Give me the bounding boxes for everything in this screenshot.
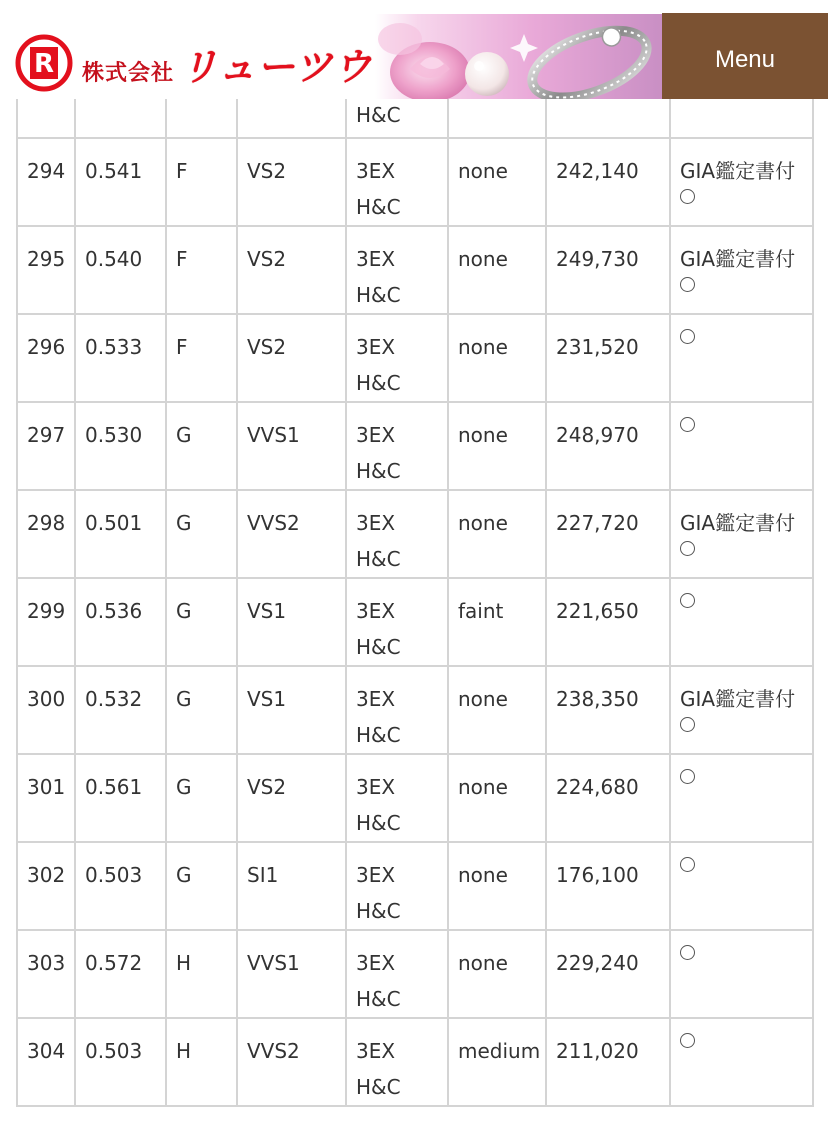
table-row-300 xyxy=(17,666,813,754)
cell-price xyxy=(546,930,670,1018)
clarity-grade: VVS2 xyxy=(247,511,300,535)
table-row-302 xyxy=(17,842,813,930)
cell-no xyxy=(17,138,75,226)
cell-no xyxy=(17,490,75,578)
cell-remark xyxy=(670,490,813,578)
availability-circle-icon xyxy=(680,277,804,292)
diamond-table-container xyxy=(16,57,812,1107)
cut-line2: H&C xyxy=(356,635,401,659)
cell-clarity xyxy=(237,842,346,930)
fluorescence-value: none xyxy=(458,775,508,799)
cell-cut xyxy=(346,138,448,226)
availability-circle-icon xyxy=(680,189,804,204)
cell-remark xyxy=(670,402,813,490)
fluorescence-value: none xyxy=(458,159,508,183)
clarity-grade: VVS1 xyxy=(247,951,300,975)
cell-fluorescence xyxy=(448,754,546,842)
cell-fluorescence xyxy=(448,138,546,226)
fluorescence-value: none xyxy=(458,951,508,975)
cell-cut xyxy=(346,754,448,842)
menu-button[interactable] xyxy=(662,13,828,99)
jewelry-banner-icon xyxy=(375,14,662,99)
cell-clarity xyxy=(237,226,346,314)
table-row-303 xyxy=(17,930,813,1018)
cut-line2: H&C xyxy=(356,371,401,395)
cell-carat xyxy=(75,402,166,490)
fluorescence-value: faint xyxy=(458,599,504,623)
clarity-grade: VS2 xyxy=(247,247,287,271)
cut-line1: 3EX xyxy=(356,423,396,447)
table-row-297 xyxy=(17,402,813,490)
stock-number: 295 xyxy=(27,247,66,271)
color-grade: G xyxy=(176,511,192,535)
price-value: 211,020 xyxy=(556,1039,639,1063)
fluorescence-value: medium xyxy=(458,1039,541,1063)
cell-color xyxy=(166,842,237,930)
clarity-grade: VS2 xyxy=(247,335,287,359)
carat-value: 0.503 xyxy=(85,863,143,887)
cut-line2: H&C xyxy=(356,459,401,483)
cell-cut xyxy=(346,402,448,490)
cell-fluorescence xyxy=(448,930,546,1018)
logo-mark-letter: R xyxy=(33,49,55,79)
clarity-grade: SI1 xyxy=(247,863,279,887)
availability-circle-icon xyxy=(680,857,804,872)
cell-cut xyxy=(346,930,448,1018)
fluorescence-value: none xyxy=(458,423,508,447)
circle-icon xyxy=(680,329,695,344)
stock-number: 297 xyxy=(27,423,66,447)
clarity-grade: VS2 xyxy=(247,775,287,799)
clarity-grade: VVS1 xyxy=(247,423,300,447)
cell-remark xyxy=(670,754,813,842)
carat-value: 0.503 xyxy=(85,1039,143,1063)
availability-circle-icon xyxy=(680,541,804,556)
price-value: 224,680 xyxy=(556,775,639,799)
carat-value: 0.572 xyxy=(85,951,143,975)
cell-cut xyxy=(346,314,448,402)
fluorescence-value: none xyxy=(458,687,508,711)
cell-price xyxy=(546,754,670,842)
cell-cut xyxy=(346,578,448,666)
cut-line1: 3EX xyxy=(356,335,396,359)
cell-remark xyxy=(670,666,813,754)
cell-color xyxy=(166,930,237,1018)
cell-fluorescence xyxy=(448,842,546,930)
cell-no xyxy=(17,314,75,402)
cell-color xyxy=(166,138,237,226)
cut-line1: 3EX xyxy=(356,159,396,183)
price-value: 221,650 xyxy=(556,599,639,623)
cut-line2: H&C xyxy=(356,987,401,1011)
fluorescence-value: none xyxy=(458,863,508,887)
clarity-grade: VS2 xyxy=(247,159,287,183)
table-row-296 xyxy=(17,314,813,402)
availability-circle-icon xyxy=(680,769,804,784)
price-value: 176,100 xyxy=(556,863,639,887)
cell-clarity xyxy=(237,930,346,1018)
cell-remark xyxy=(670,314,813,402)
circle-icon xyxy=(680,593,695,608)
cut-line2: H&C xyxy=(356,547,401,571)
logo-text xyxy=(82,36,372,91)
remark-text: GIA鑑定書付 xyxy=(680,687,796,711)
circle-icon xyxy=(680,541,695,556)
color-grade: G xyxy=(176,687,192,711)
cell-color xyxy=(166,226,237,314)
cell-cut xyxy=(346,1018,448,1106)
clarity-grade: VVS2 xyxy=(247,1039,300,1063)
availability-circle-icon xyxy=(680,329,804,344)
cell-no xyxy=(17,754,75,842)
color-grade: H xyxy=(176,951,192,975)
color-grade: G xyxy=(176,863,192,887)
cell-price xyxy=(546,666,670,754)
cell-remark xyxy=(670,930,813,1018)
table-row-301 xyxy=(17,754,813,842)
cell-color xyxy=(166,314,237,402)
circle-icon xyxy=(680,769,695,784)
cell-clarity xyxy=(237,578,346,666)
circle-icon xyxy=(680,277,695,292)
availability-circle-icon xyxy=(680,593,804,608)
cell-no xyxy=(17,666,75,754)
circle-icon xyxy=(680,417,695,432)
circle-icon xyxy=(680,1033,695,1048)
remark-text: GIA鑑定書付 xyxy=(680,511,796,535)
circle-icon xyxy=(680,717,695,732)
cell-color xyxy=(166,666,237,754)
diamond-table xyxy=(16,57,814,1107)
site-header xyxy=(0,0,828,99)
table-body xyxy=(17,58,813,1106)
cell-color xyxy=(166,754,237,842)
cut-line2: H&C xyxy=(356,283,401,307)
cell-remark xyxy=(670,578,813,666)
carat-value: 0.561 xyxy=(85,775,143,799)
price-value: 248,970 xyxy=(556,423,639,447)
carat-value: 0.530 xyxy=(85,423,143,447)
cell-carat xyxy=(75,666,166,754)
cell-color xyxy=(166,402,237,490)
carat-value: 0.536 xyxy=(85,599,143,623)
cell-price xyxy=(546,226,670,314)
table-row-304 xyxy=(17,1018,813,1106)
stock-number: 304 xyxy=(27,1039,66,1063)
cell-price xyxy=(546,578,670,666)
r-logo-icon xyxy=(14,33,74,93)
cell-clarity xyxy=(237,314,346,402)
carat-value: 0.501 xyxy=(85,511,143,535)
stock-number: 296 xyxy=(27,335,66,359)
menu-button-label: Menu xyxy=(714,46,776,73)
cut-line1: 3EX xyxy=(356,247,396,271)
cell-price xyxy=(546,1018,670,1106)
cell-fluorescence xyxy=(448,314,546,402)
price-value: 249,730 xyxy=(556,247,639,271)
clarity-grade: VS1 xyxy=(247,599,287,623)
availability-circle-icon xyxy=(680,417,804,432)
cell-no xyxy=(17,930,75,1018)
cut-line1: 3EX xyxy=(356,1039,396,1063)
price-value: 229,240 xyxy=(556,951,639,975)
cell-fluorescence xyxy=(448,402,546,490)
stock-number: 302 xyxy=(27,863,66,887)
remark-text: GIA鑑定書付 xyxy=(680,159,796,183)
cut-line2: H&C xyxy=(356,723,401,747)
availability-circle-icon xyxy=(680,945,804,960)
fluorescence-value: none xyxy=(458,247,508,271)
cell-clarity xyxy=(237,666,346,754)
stock-number: 298 xyxy=(27,511,66,535)
color-grade: G xyxy=(176,423,192,447)
cell-carat xyxy=(75,578,166,666)
table-row-299 xyxy=(17,578,813,666)
carat-value: 0.541 xyxy=(85,159,143,183)
remark-text: GIA鑑定書付 xyxy=(680,247,796,271)
cell-cut xyxy=(346,490,448,578)
availability-circle-icon xyxy=(680,1033,804,1048)
cell-carat xyxy=(75,138,166,226)
cell-cut xyxy=(346,666,448,754)
cut-line1: 3EX xyxy=(356,863,396,887)
cell-remark xyxy=(670,138,813,226)
stock-number: 294 xyxy=(27,159,66,183)
cell-no xyxy=(17,226,75,314)
cell-no xyxy=(17,1018,75,1106)
cell-carat xyxy=(75,490,166,578)
cut-line2: H&C xyxy=(356,811,401,835)
carat-value: 0.532 xyxy=(85,687,143,711)
header-banner-image xyxy=(375,14,662,99)
table-row-294 xyxy=(17,138,813,226)
cell-fluorescence xyxy=(448,1018,546,1106)
cell-fluorescence xyxy=(448,490,546,578)
table-row-298 xyxy=(17,490,813,578)
availability-circle-icon xyxy=(680,717,804,732)
cell-clarity xyxy=(237,754,346,842)
cell-color xyxy=(166,1018,237,1106)
cell-clarity xyxy=(237,490,346,578)
cell-price xyxy=(546,402,670,490)
color-grade: G xyxy=(176,599,192,623)
carat-value: 0.540 xyxy=(85,247,143,271)
circle-icon xyxy=(680,945,695,960)
cell-cut xyxy=(346,226,448,314)
cell-carat xyxy=(75,226,166,314)
cut-line1: 3EX xyxy=(356,687,396,711)
cell-price xyxy=(546,842,670,930)
cell-color xyxy=(166,490,237,578)
cell-fluorescence xyxy=(448,666,546,754)
color-grade: F xyxy=(176,159,188,183)
price-value: 242,140 xyxy=(556,159,639,183)
cell-no xyxy=(17,402,75,490)
cut-line1: 3EX xyxy=(356,775,396,799)
cell-carat xyxy=(75,314,166,402)
cut-line2: H&C xyxy=(356,1075,401,1099)
cell-fluorescence xyxy=(448,578,546,666)
cut-line2: H&C xyxy=(356,103,401,127)
cut-line2: H&C xyxy=(356,899,401,923)
color-grade: H xyxy=(176,1039,192,1063)
carat-value: 0.533 xyxy=(85,335,143,359)
cut-line2: H&C xyxy=(356,195,401,219)
cell-carat xyxy=(75,1018,166,1106)
cell-color xyxy=(166,578,237,666)
cell-cut xyxy=(346,842,448,930)
cell-carat xyxy=(75,842,166,930)
cell-price xyxy=(546,314,670,402)
cut-line1: 3EX xyxy=(356,511,396,535)
price-value: 238,350 xyxy=(556,687,639,711)
company-logo[interactable] xyxy=(14,32,384,94)
cell-no xyxy=(17,578,75,666)
color-grade: F xyxy=(176,247,188,271)
color-grade: G xyxy=(176,775,192,799)
cell-price xyxy=(546,138,670,226)
logo-company-prefix: 株式会社 xyxy=(82,60,175,86)
circle-icon xyxy=(680,857,695,872)
fluorescence-value: none xyxy=(458,335,508,359)
cell-remark xyxy=(670,1018,813,1106)
logo-company-name: リューツウ xyxy=(180,44,373,89)
color-grade: F xyxy=(176,335,188,359)
price-value: 227,720 xyxy=(556,511,639,535)
cut-line1: 3EX xyxy=(356,599,396,623)
stock-number: 303 xyxy=(27,951,66,975)
stock-number: 299 xyxy=(27,599,66,623)
cell-no xyxy=(17,842,75,930)
cell-remark xyxy=(670,842,813,930)
cell-clarity xyxy=(237,138,346,226)
table-row-295 xyxy=(17,226,813,314)
cell-price xyxy=(546,490,670,578)
price-value: 231,520 xyxy=(556,335,639,359)
circle-icon xyxy=(680,189,695,204)
cut-line1: 3EX xyxy=(356,951,396,975)
cell-carat xyxy=(75,754,166,842)
cell-fluorescence xyxy=(448,226,546,314)
clarity-grade: VS1 xyxy=(247,687,287,711)
stock-number: 301 xyxy=(27,775,66,799)
cell-clarity xyxy=(237,402,346,490)
cell-clarity xyxy=(237,1018,346,1106)
cell-carat xyxy=(75,930,166,1018)
stock-number: 300 xyxy=(27,687,66,711)
cell-remark xyxy=(670,226,813,314)
fluorescence-value: none xyxy=(458,511,508,535)
